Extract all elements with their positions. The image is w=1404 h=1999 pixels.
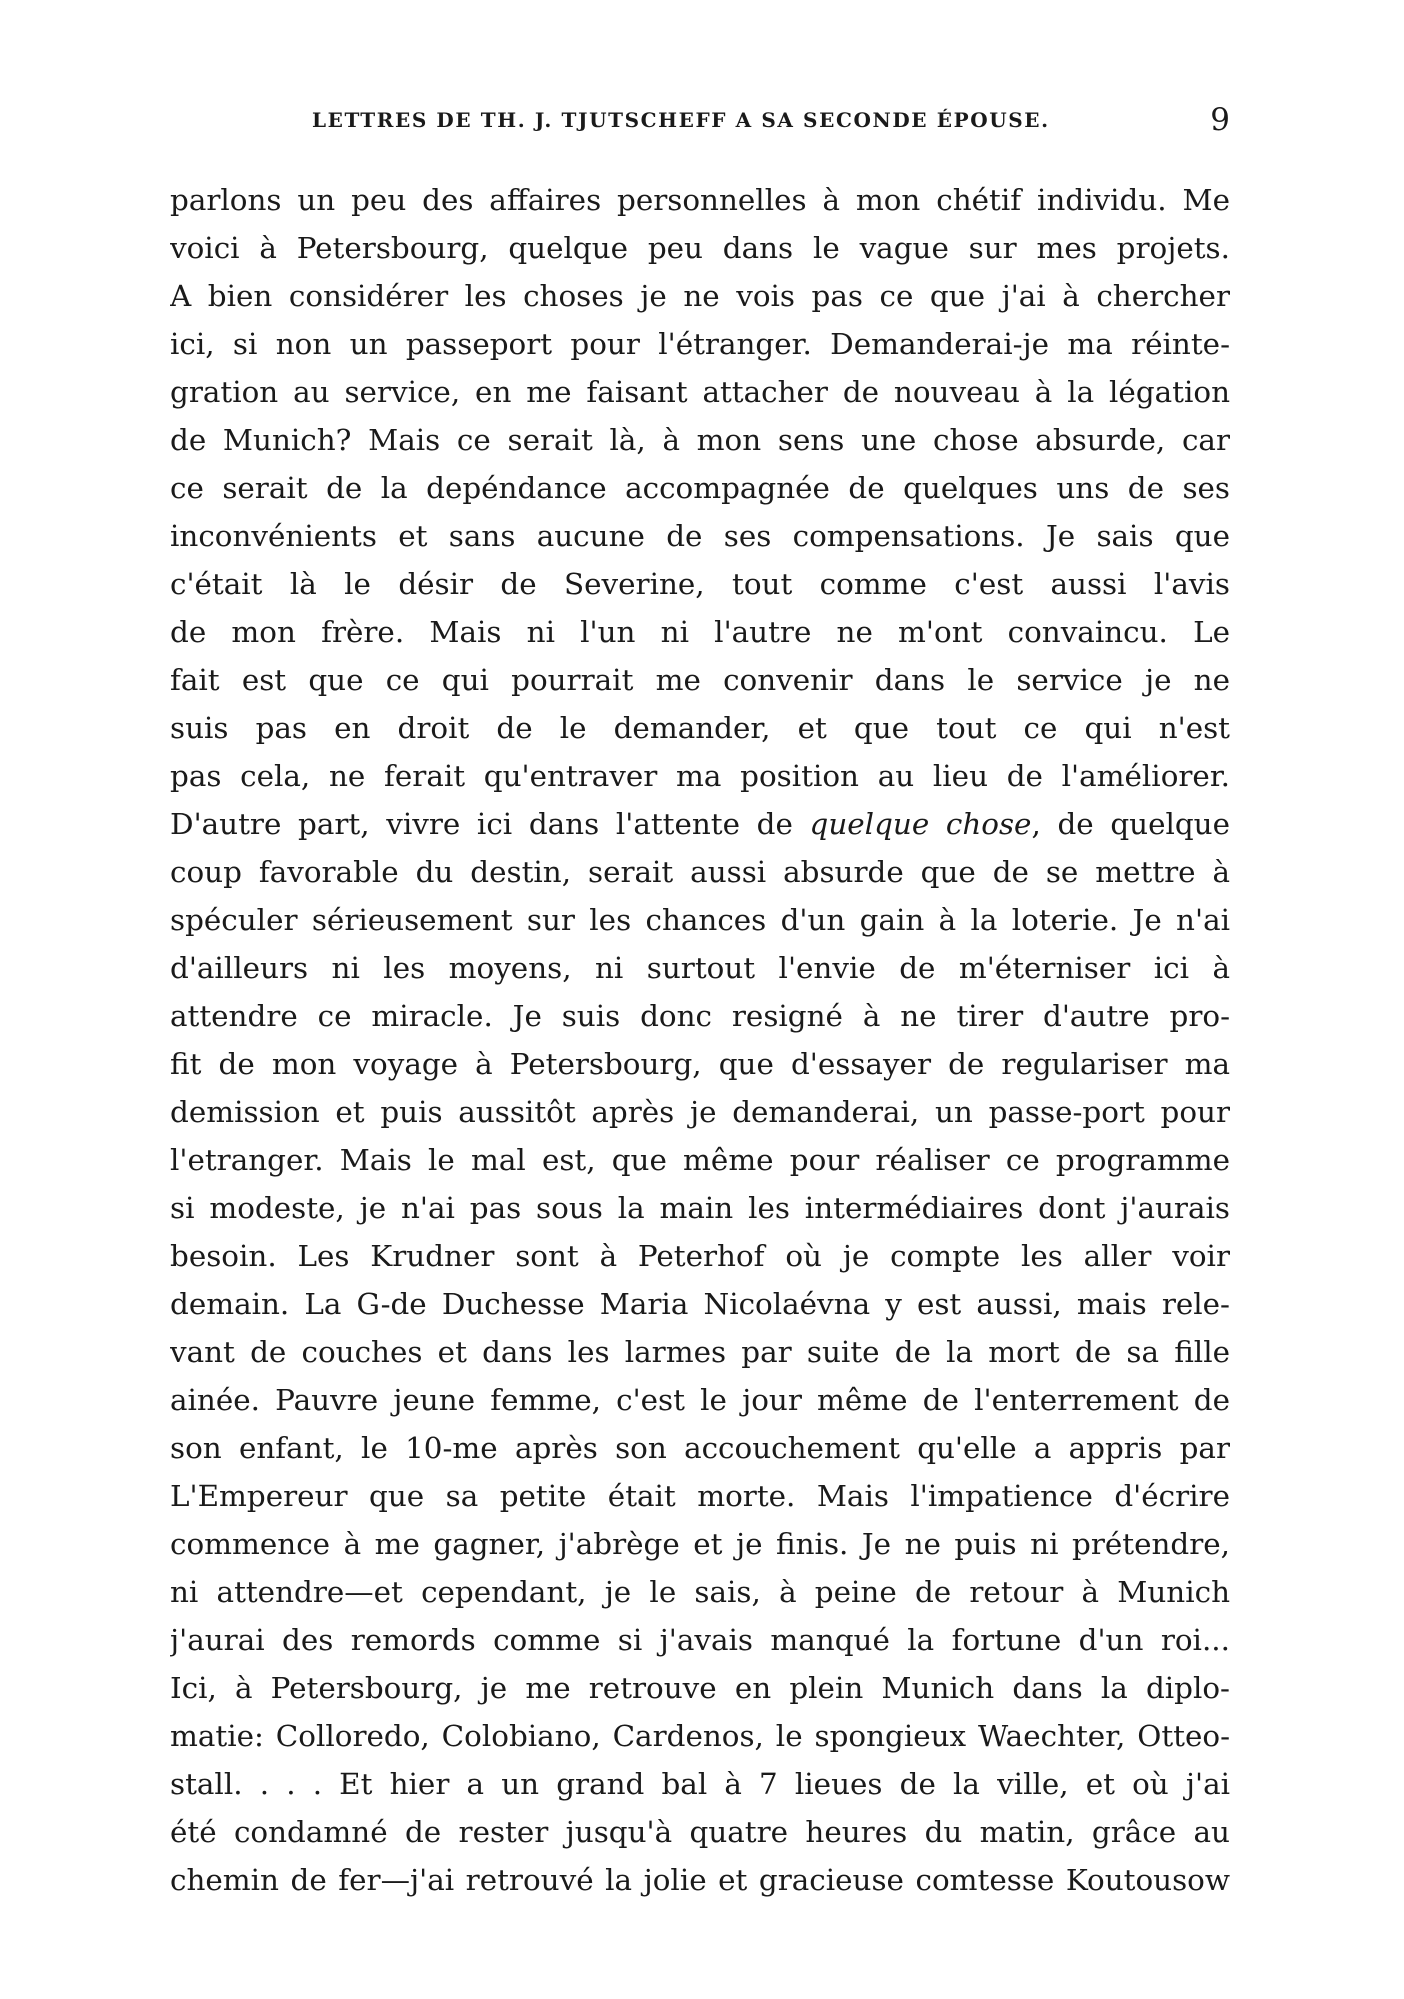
text-line: ce serait de la depéndance accompagnée de quelques uns de ses bbox=[170, 471, 1230, 505]
text-line: gration au service, en me faisant attacher de nouveau à la légation bbox=[170, 375, 1230, 409]
text-line: parlons un peu des affaires personnelles à mon chétif individu. Me bbox=[170, 183, 1230, 217]
italic-phrase: quelque chose bbox=[809, 807, 1032, 841]
text-line: ni attendre—et cependant, je le sais, à peine de retour à Munich bbox=[170, 1575, 1230, 1609]
letter-text bbox=[170, 176, 1230, 1904]
text-line: son enfant, le 10-me après son accouchement qu'elle a appris par bbox=[170, 1431, 1230, 1465]
text-line: spéculer sérieusement sur les chances d'un gain à la loterie. Je n'ai bbox=[170, 903, 1230, 937]
text-line: A bien considérer les choses je ne vois pas ce que j'ai à chercher bbox=[170, 279, 1230, 313]
text-line: chemin de fer—j'ai retrouvé la jolie et gracieuse comtesse Koutousow bbox=[170, 1863, 1230, 1897]
text-line: vant de couches et dans les larmes par suite de la mort de sa fille bbox=[170, 1335, 1230, 1369]
text-line: inconvénients et sans aucune de ses compensations. Je sais que bbox=[170, 519, 1230, 553]
text-line: matie: Colloredo, Colobiano, Cardenos, le spongieux Waechter, Otteo- bbox=[170, 1719, 1230, 1753]
text-line: ici, si non un passeport pour l'étranger. Demanderai-je ma réinte- bbox=[170, 327, 1230, 361]
running-head bbox=[170, 104, 1230, 144]
text-line: L'Empereur que sa petite était morte. Mais l'impatience d'écrire bbox=[170, 1479, 1230, 1513]
text-line: besoin. Les Krudner sont à Peterhof où je compte les aller voir bbox=[170, 1239, 1230, 1273]
text-line: pas cela, ne ferait qu'entraver ma position au lieu de l'améliorer. bbox=[170, 759, 1230, 793]
text-line: j'aurai des remords comme si j'avais manqué la fortune d'un roi... bbox=[170, 1623, 1230, 1657]
text-line: l'etranger. Mais le mal est, que même pour réaliser ce programme bbox=[170, 1143, 1230, 1177]
text-line: c'était là le désir de Severine, tout comme c'est aussi l'avis bbox=[170, 567, 1230, 601]
text-line: attendre ce miracle. Je suis donc resigné à ne tirer d'autre pro- bbox=[170, 999, 1230, 1033]
text-line: demission et puis aussitôt après je demanderai, un passe-port pour bbox=[170, 1095, 1230, 1129]
text-segment: D'autre part, vivre ici dans l'attente de bbox=[170, 807, 793, 841]
text-line: demain. La G-de Duchesse Maria Nicolaévna y est aussi, mais rele- bbox=[170, 1287, 1230, 1321]
text-line: coup favorable du destin, serait aussi absurde que de se mettre à bbox=[170, 855, 1230, 889]
text-segment: , de quelque bbox=[1031, 807, 1230, 841]
page-number: 9 bbox=[1210, 102, 1230, 138]
text-line: Ici, à Petersbourg, je me retrouve en plein Munich dans la diplo- bbox=[170, 1671, 1230, 1705]
text-line: été condamné de rester jusqu'à quatre heures du matin, grâce au bbox=[170, 1815, 1230, 1849]
text-line-with-italic bbox=[170, 800, 1230, 848]
text-line: fit de mon voyage à Petersbourg, que d'essayer de regulariser ma bbox=[170, 1047, 1230, 1081]
text-line: stall. . . . Et hier a un grand bal à 7 lieues de la ville, et où j'ai bbox=[170, 1767, 1230, 1801]
text-line: suis pas en droit de le demander, et que tout ce qui n'est bbox=[170, 711, 1230, 745]
text-line: d'ailleurs ni les moyens, ni surtout l'envie de m'éterniser ici à bbox=[170, 951, 1230, 985]
text-line: commence à me gagner, j'abrège et je finis. Je ne puis ni prétendre, bbox=[170, 1527, 1230, 1561]
text-line: de Munich? Mais ce serait là, à mon sens une chose absurde, car bbox=[170, 423, 1230, 457]
running-title: LETTRES DE TH. J. TJUTSCHEFF A SA SECONDE ÉPOUSE. bbox=[312, 108, 1050, 132]
text-line: fait est que ce qui pourrait me convenir dans le service je ne bbox=[170, 663, 1230, 697]
text-line: si modeste, je n'ai pas sous la main les intermédiaires dont j'aurais bbox=[170, 1191, 1230, 1225]
text-line: de mon frère. Mais ni l'un ni l'autre ne m'ont convaincu. Le bbox=[170, 615, 1230, 649]
text-line: voici à Petersbourg, quelque peu dans le vague sur mes projets. bbox=[170, 231, 1230, 265]
text-line: ainée. Pauvre jeune femme, c'est le jour même de l'enterrement de bbox=[170, 1383, 1230, 1417]
